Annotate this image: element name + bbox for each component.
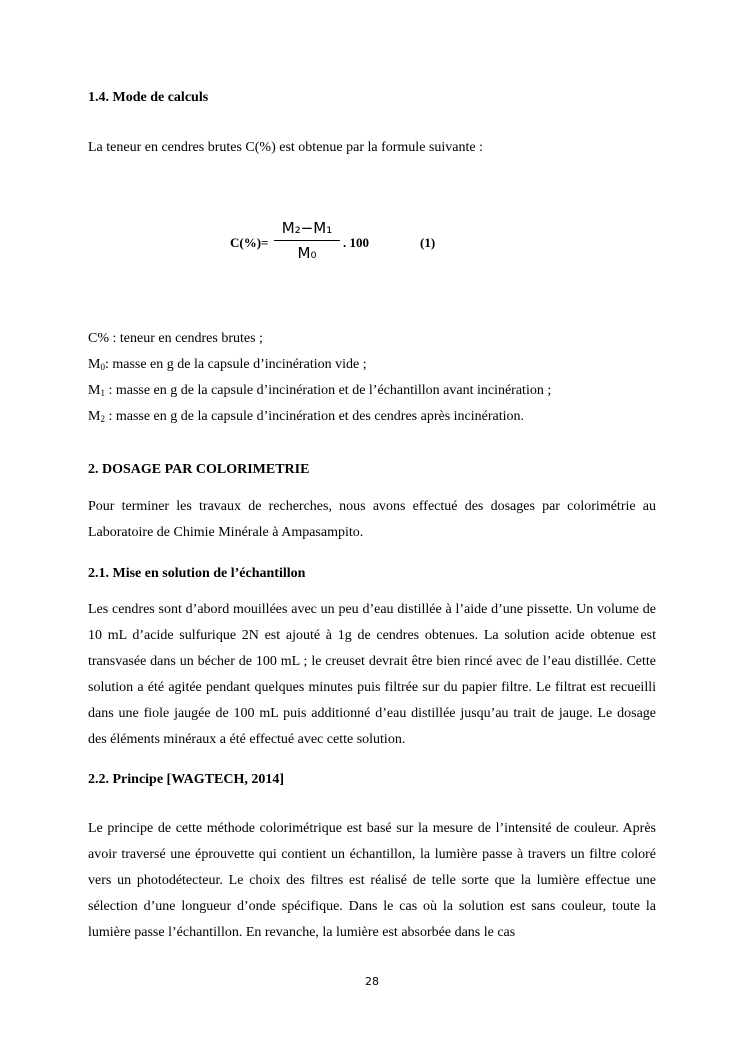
heading-2-1: 2.1. Mise en solution de l’échantillon <box>88 566 306 581</box>
page-number: 28 <box>365 975 379 988</box>
heading-2-2: 2.2. Principe [WAGTECH, 2014] <box>88 772 284 787</box>
definitions-list <box>88 326 656 430</box>
paragraph-2-1: Les cendres sont d’abord mouillées avec un peu d’eau distillée à l’aide d’une pissette. Un volume de 10 mL d’acide sulfurique 2N est ajouté à 1g de cendres obtenues. La solution acide obtenue est transvasée dans un bécher de 100 mL ; le creuset devrait être bien rincé avec de l’eau distillée. Cette solution a été agitée pendant quelques minutes puis filtrée sur du papier filtre. Le filtrat est recueilli dans une fiole jaugée de 100 mL puis additionné d’eau distillée jusqu’au trait de jauge. Le dosage des éléments minéraux a été effectué avec cette solution. <box>88 602 656 747</box>
formula-intro: La teneur en cendres brutes C(%) est obtenue par la formule suivante : <box>88 140 483 155</box>
formula-number: (1) <box>420 235 436 250</box>
formula-denominator: M₀ <box>297 244 317 262</box>
formula-numerator: M₂−M₁ <box>274 216 340 241</box>
heading-1-4: 1.4. Mode de calculs <box>88 90 209 105</box>
formula-lhs: C(%)= <box>230 235 269 250</box>
definition-c: C% : teneur en cendres brutes ; <box>88 331 263 346</box>
formula-fraction <box>274 216 340 265</box>
paragraph-2-2: Le principe de cette méthode colorimétrique est basé sur la mesure de l’intensité de couleur. Après avoir traversé une éprouvette qui contient un échantillon, la lumière passe à travers un filtre coloré vers un photodétecteur. Le choix des filtres est réalisé de telle sorte que la lumière effectue une sélection d’une longueur d’onde spécifique. Dans le cas où la solution est sans couleur, toute la lumière passe l’échantillon. En revanche, la lumière est absorbée dans le cas <box>88 821 656 940</box>
heading-2: 2. DOSAGE PAR COLORIMETRIE <box>88 462 310 477</box>
definition-m2: $M_2$ : masse en g de la capsule d’incinération et des cendres après incinération. <box>88 409 525 424</box>
definition-m0: $M_0$: masse en g de la capsule d’incinération vide ; <box>88 357 367 372</box>
paragraph-2: Pour terminer les travaux de recherches, nous avons effectué des dosages par colorimétrie au Laboratoire de Chimie Minérale à Ampasampito. <box>88 499 656 540</box>
formula-multiplier: . 100 <box>343 235 369 250</box>
definition-m1: $M_1$ : masse en g de la capsule d’incinération et de l’échantillon avant incinération ; <box>88 383 552 398</box>
